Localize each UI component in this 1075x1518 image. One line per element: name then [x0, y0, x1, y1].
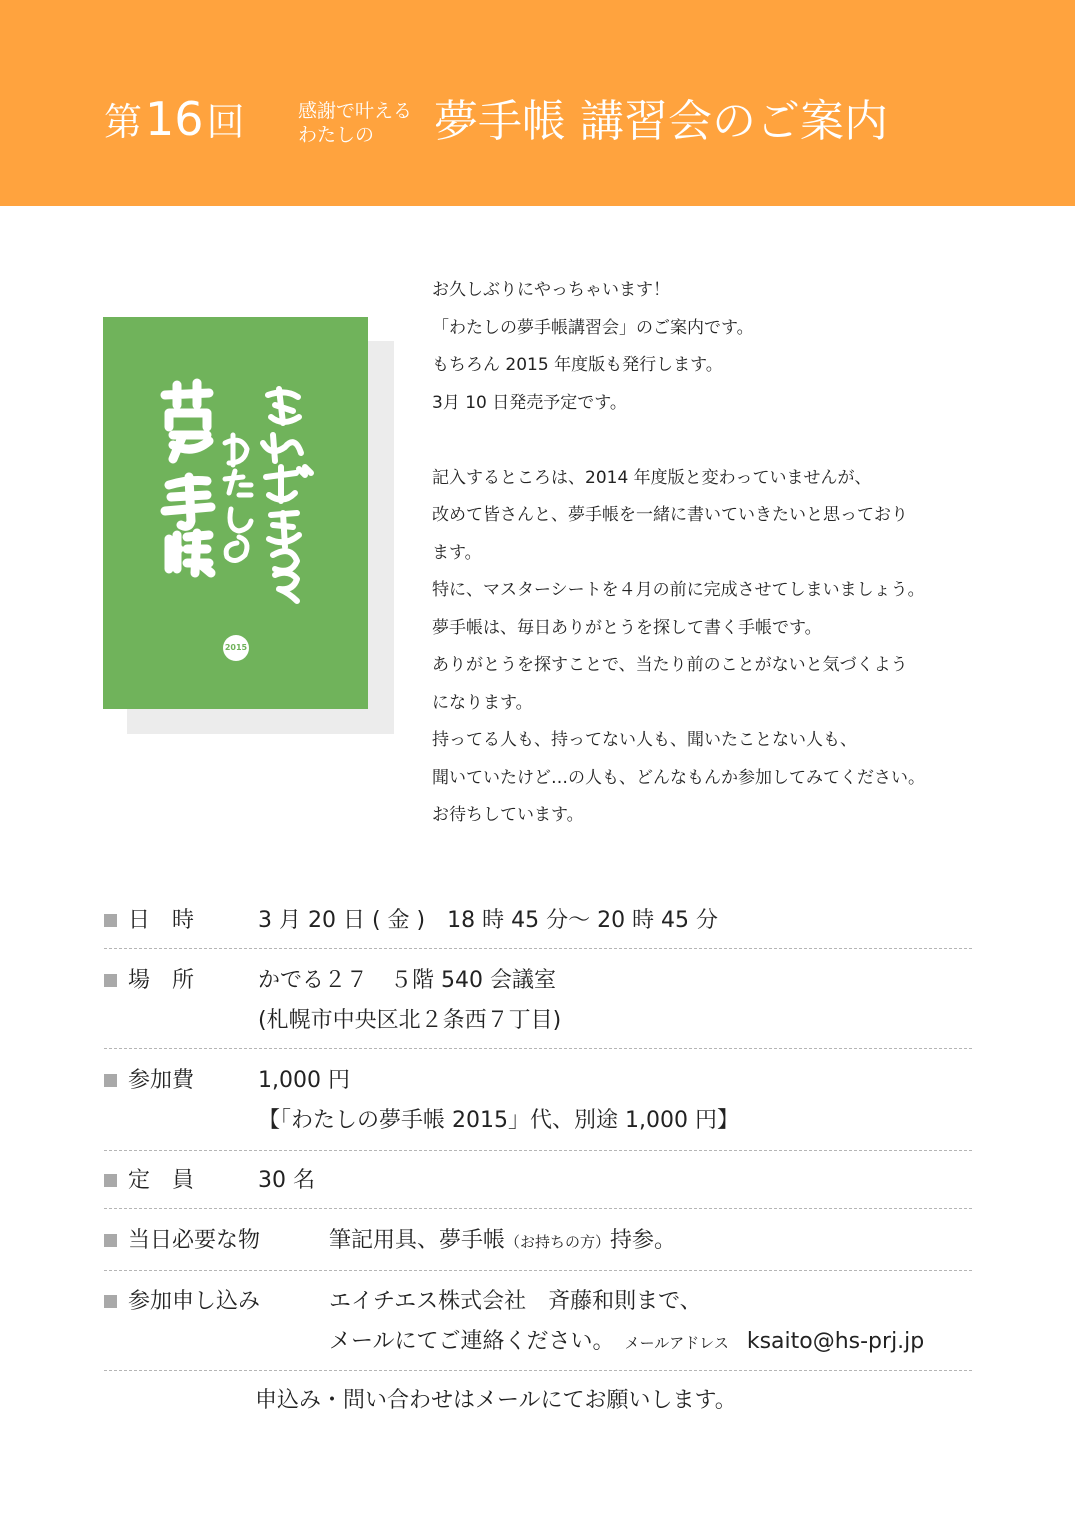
intro-line: 記入するところは、2014 年度版と変わっていませんが、 [432, 467, 872, 488]
apply-contact: エイチエス株式会社 斉藤和則まで、 [329, 1289, 702, 1314]
intro-line: 特に、マスターシートを４月の前に完成させてしまいましょう。 [432, 580, 925, 600]
capacity-value: 30 名 [258, 1168, 315, 1193]
intro-line: 聞いていたけど…の人も、どんなもんか参加してみてください。 [432, 767, 925, 788]
fee-label: 参加費 [128, 1068, 195, 1093]
intro-line: 夢手帳は、毎日ありがとうを探して書く手帳です。 [432, 617, 822, 638]
date-value: 3 月 20 日 ( 金 ) 18 時 45 分～ 20 時 45 分 [258, 908, 719, 933]
bullet-square-icon [104, 974, 117, 987]
divider [104, 1150, 972, 1151]
intro-line [432, 422, 1052, 460]
bullet-square-icon [104, 1174, 117, 1187]
capacity-label: 定 員 [128, 1168, 195, 1193]
place-label: 場 所 [128, 968, 195, 993]
items-note: （お持ちの方） [505, 1233, 611, 1251]
book-cover-image [103, 317, 368, 709]
header-subtitle-line1: 感謝で叶える [298, 100, 413, 122]
intro-line: 3月 10 日発売予定です。 [432, 392, 627, 413]
footer-note: 申込み・問い合わせはメールにてお願いします。 [255, 1388, 737, 1413]
fee-note: 【「わたしの夢手帳 2015」代、別途 1,000 円】 [258, 1108, 739, 1133]
intro-line: お久しぶりにやっちゃいます！ [432, 280, 670, 300]
apply-label: 参加申し込み [128, 1289, 261, 1314]
intro-line: 改めて皆さんと、夢手帳を一緒に書いていきたいと思っており [432, 505, 908, 525]
bullet-square-icon [104, 1295, 117, 1308]
bullet-square-icon [104, 1074, 117, 1087]
year-badge: 2015 [223, 635, 249, 661]
apply-instruction: メールにてご連絡ください。 [329, 1329, 615, 1354]
fee-value: 1,000 円 [258, 1068, 350, 1093]
intro-line: ありがとうを探すことで、当たり前のことがないと気づくよう [432, 655, 908, 675]
items-label: 当日必要な物 [128, 1228, 261, 1253]
intro-line: お待ちしています。 [432, 805, 584, 825]
header-subtitle [298, 99, 412, 147]
intro-line: 持ってる人も、持ってない人も、聞いたことない人も、 [432, 730, 857, 750]
divider [104, 1048, 972, 1049]
divider [104, 1270, 972, 1271]
bullet-square-icon [104, 914, 117, 927]
intro-line: ます。 [432, 542, 482, 563]
intro-line: になります。 [432, 692, 533, 713]
intro-line: もちろん 2015 年度版も発行します。 [432, 355, 723, 375]
divider [104, 1208, 972, 1209]
apply-instruction-line [329, 1322, 924, 1363]
email-address: ksaito@hs-prj.jp [746, 1329, 925, 1354]
session-number: 第16回 [104, 92, 245, 146]
page-title: 夢手帳 講習会のご案内 [434, 96, 888, 147]
divider [104, 1370, 972, 1371]
header-banner [0, 0, 1075, 206]
place-address: (札幌市中央区北２条西７丁目) [258, 1008, 562, 1033]
items-main: 筆記用具、夢手帳 [329, 1228, 506, 1253]
items-end: 持参。 [610, 1228, 677, 1253]
date-label: 日 時 [128, 908, 195, 933]
header-subtitle-line2: わたしの [298, 124, 375, 146]
bullet-square-icon [104, 1234, 117, 1247]
place-value: かでる２７ ５階 540 会議室 [258, 968, 556, 993]
intro-text [432, 272, 1052, 835]
intro-line: 「わたしの夢手帳講習会」のご案内です。 [432, 317, 754, 338]
items-value [329, 1221, 676, 1262]
divider [104, 948, 972, 949]
email-label: メールアドレス [624, 1334, 729, 1352]
